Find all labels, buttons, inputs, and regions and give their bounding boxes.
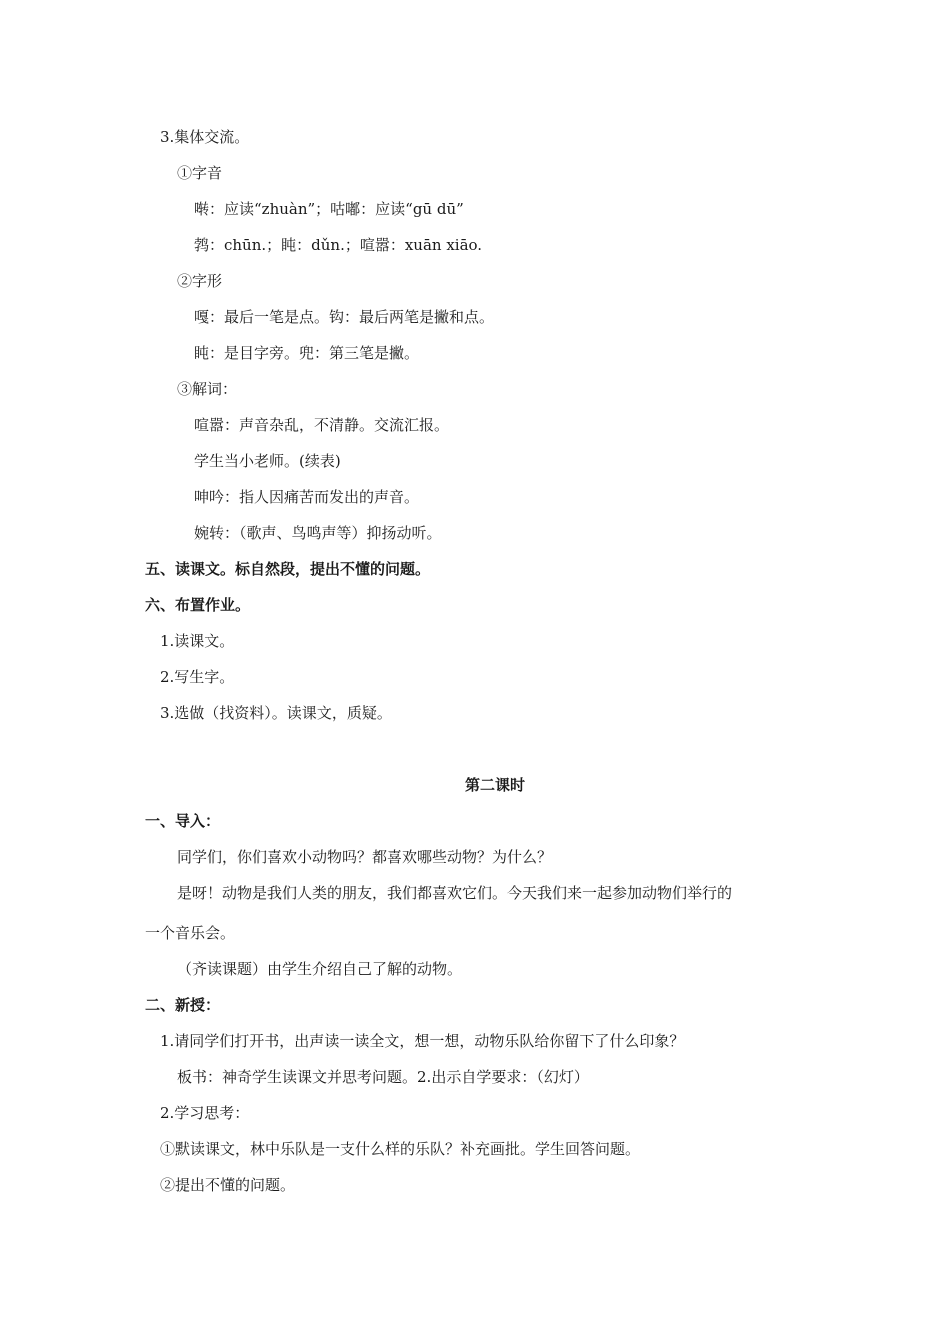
study-question-1: ①默读课文，林中乐队是一支什么样的乐队？补充画批。学生回答问题。 (160, 1140, 641, 1158)
subheading-pronunciation: ①字音 (177, 164, 223, 182)
subheading-character-form: ②字形 (177, 272, 223, 290)
intro-paragraph-2-line-2: 一个音乐会。 (145, 924, 236, 942)
lesson-2-title: 第二课时 (464, 776, 525, 794)
word-explanation-line-3: 呻吟：指人因痛苦而发出的声音。 (194, 488, 420, 506)
new-lesson-heading: 二、新授： (145, 996, 221, 1014)
homework-item-3: 3.选做（找资料）。读课文，质疑。 (160, 704, 392, 722)
word-explanation-line-2: 学生当小老师。(续表) (194, 452, 341, 470)
intro-paragraph-1: 同学们，你们喜欢小动物吗？都喜欢哪些动物？为什么？ (177, 848, 553, 866)
subheading-word-explanation: ③解词： (177, 380, 238, 398)
intro-paragraph-2-line-1: 是呀！动物是我们人类的朋友，我们都喜欢它们。今天我们来一起参加动物们举行的 (177, 884, 733, 902)
word-explanation-line-4: 婉转：（歌声、鸟鸣声等）抑扬动听。 (194, 524, 442, 542)
section-6-heading: 六、布置作业。 (145, 596, 251, 614)
intro-paragraph-3: （齐读课题）由学生介绍自己了解的动物。 (177, 960, 463, 978)
blackboard-note: 板书：神奇学生读课文并思考问题。2.出示自学要求：（幻灯） (177, 1068, 589, 1086)
study-question-2: ②提出不懂的问题。 (160, 1176, 296, 1194)
pronunciation-line-1: 啭：应读“zhuàn”；咕嘟：应读“gū dū” (194, 200, 464, 218)
item-3-collective-exchange: 3.集体交流。 (160, 128, 250, 146)
new-lesson-item-2: 2.学习思考： (160, 1104, 250, 1122)
homework-item-1: 1.读课文。 (160, 632, 235, 650)
word-explanation-line-1: 喧嚣：声音杂乱，不清静。交流汇报。 (194, 416, 450, 434)
character-form-line-2: 盹：是目字旁。兜：第三笔是撇。 (194, 344, 420, 362)
character-form-line-1: 嘎：最后一笔是点。钩：最后两笔是撇和点。 (194, 308, 495, 326)
section-5-heading: 五、读课文。标自然段，提出不懂的问题。 (145, 560, 431, 578)
homework-item-2: 2.写生字。 (160, 668, 235, 686)
pronunciation-line-2: 鹁：chūn.；盹：dǔn.；喧嚣：xuān xiāo. (194, 236, 483, 254)
new-lesson-item-1: 1.请同学们打开书，出声读一读全文，想一想，动物乐队给你留下了什么印象？ (160, 1032, 685, 1050)
intro-heading: 一、导入： (145, 812, 221, 830)
